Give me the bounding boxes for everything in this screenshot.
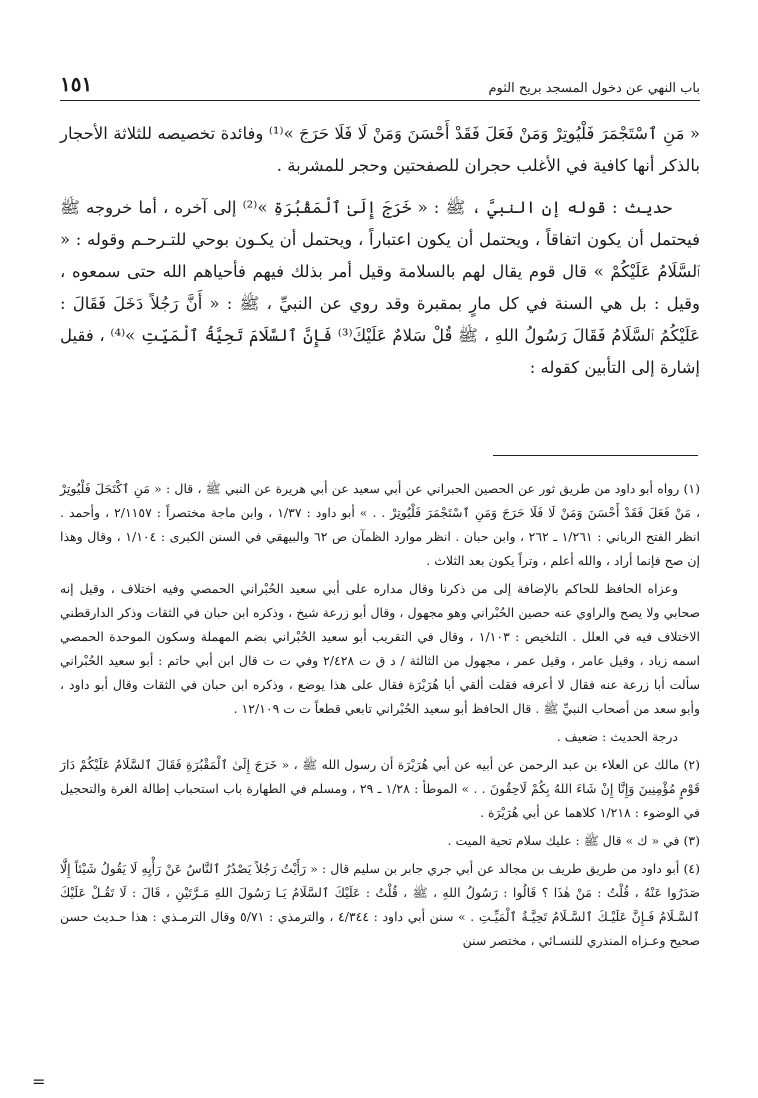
main-text [60,118,700,394]
page-header [60,70,700,96]
footnote-3: (٣) في « ك » قال ﷺ : عليك سلام تحية الميت . [447,833,700,848]
footnotes [60,477,700,957]
page-number: ١٥١ [60,72,93,96]
running-title: باب النهي عن دخول المسجد بريح الثوم [488,81,700,96]
hadith-grade: درجة الحديث : ضعيف . [556,729,678,744]
footnote-1: (١) رواه أبو داود من طريق ثور عن الحصين الحبراني عن أبي سعيد عن أبي هريرة عن النبي ﷺ ، قال : « مَنِ ٱكْتَحَلَ فَلْيُوتِرْ ، مَنْ فَعَلَ فَقَدْ أَحْسَنَ وَمَنْ لَا فَلَا حَرَجَ وَمَنِ ٱسْتَجْمَرَ فَلْيُوتِرْ . . » أبو داود : ١/٣٧ ، وابن ماجة مختصراً : ٢/١١٥٧ ، وأحمد . انظر الفتح الرباني : ١/٢٦١ ـ ٢٦٢ ، وابن حبان . انظر موارد الظمآن ص ٦٢ والبيهقي في السنن الكبرى : ١/١٠٤ ، وقال وهذا إن صح فإنما أراد ، والله أعلم ، وتراً يكون بعد الثلاث . [60,481,700,568]
footnote-2: (٢) مالك عن العلاء بن عبد الرحمن عن أبيه عن أبي هُرَيْرَة أن رسول الله ﷺ ، « خَرَجَ إِلَىٰ ٱلْمَقْبُرَةِ فَقَالَ ٱلسَّلَامُ عَلَيْكُمْ دَارَ قَوْمٍ مُؤْمِنِينَ وَإِنَّا إِنْ شَاءَ اللهُ بِكُمْ لَاحِقُونَ . . » الموطأ : ١/٢٨ ـ ٢٩ ، ومسلم في الطهارة باب استحباب إطالة الغرة والتحجيل في الوضوء : ١/٢١٨ كلاهما عن أبي هُرَيْرَة . [60,757,700,820]
footnote-1-continuation: وعزاه الحافظ للحاكم بالإضافة إلى من ذكرنا وقال مداره على أبي سعيد الحُبْراني الحمصي وفيه اختلاف ، وقيل إنه صحابي ولا يصح والراوي عنه حصين الحُبْراني وهو مجهول ، وقال أبو زرعة شيخ ، وذكره ابن حبان في الثقات وذكر الدارقطني الاختلاف فيه في العلل . التلخيص : ١/١٠٣ ، وقال في التقريب أبو سعيد الحُبْراني بضم المهملة وسكون الموحدة الحمصي اسمه زياد ، وقيل عامر ، وقيل عمر ، مجهول من الثالثة / د ق ت ٢/٤٢٨ وفي ت ت قال ابن أبي حاتم : أبو سعيد الحُبْراني سألت أبا زرعة عنه فقال لا أعرفه فقلت ألقي أبا هُرَيْرَة فقال على هذا يوضع ، وذكره ابن حبان في الثقات وقال أبو داود ، وأبو سعد من أصحاب النبيِّ ﷺ . قال الحافظ أبو سعيد الحُبْراني تابعي قطعاً ت ت ١٢/١٠٩ . [60,581,700,716]
continuation-mark: = [32,1072,46,1091]
main-paragraph: حديث : قوله إن النبيَّ ، ﷺ : « خَرَجَ إِلَىٰ ٱلْمَقْبُرَةِ »⁽²⁾ إلى آخره ، أما خروجه ﷺ فيحتمل أن يكون اتفاقاً ، ويحتمل أن يكون اعتباراً ، ويحتمل أن يكـون بوحي للتـرحـم وقوله : « ٱلسَّلَامُ عَلَيْكُمْ » قال قوم يقال لهم بالسلامة وقيل أمر بذلك فيهم فأحياهم الله حتى سمعوه ، وقيل : بل هي السنة في كل مارٍ بمقبرة وقد روي عن النبيِّ ، ﷺ : « أَنَّ رَجُلاً دَخَلَ فَقَالَ : عَلَيْكُمُ ٱلسَّلَامُ فَقَالَ رَسُولُ اللهِ ، ﷺ قُلْ سَلامٌ عَلَيْكَ⁽³⁾ فَإِنَّ ٱلسَّلَامَ تَحِيَّةُ ٱلْمَيِّتِ »⁽⁴⁾ ، فقيل إشارة إلى التأبين كقوله : [60,198,701,377]
main-paragraph: « مَنِ ٱسْتَجْمَرَ فَلْيُوتِرْ وَمَنْ فَعَلَ فَقَدْ أَحْسَنَ وَمَنْ لَا فَلَا حَرَجَ »⁽¹⁾ وفائدة تخصيصه للثلاثة الأحجار بالذكر أنها كافية في الأغلب حجران للصفحتين وحجر للمشربة . [60,124,700,175]
footnote-divider [493,455,698,456]
header-rule [60,100,700,101]
footnote-4: (٤) أبو داود من طريق طريف بن مجالد عن أبي جري جابر بن سليم قال : « رَأَيْتُ رَجُلاً يَصْدُرُ ٱلنَّاسُ عَنْ رَأْيِهِ لَا يَقُولُ شَيْئاً إِلَّا صَدَرُوا عَنْهُ ، قُلْتُ : مَنْ هٰذَا ؟ قَالُوا : رَسُولُ اللهِ ، ﷺ ، قُلْتُ : عَلَيْكَ ٱلسَّلَامُ يَـا رَسُولَ اللهِ مَـرَّتَيْنِ ، قَالَ : لَا تَقُـلْ عَلَيْكَ ٱلسَّـلَامُ فَـإِنَّ عَلَيْـكَ ٱلسَّـلَامُ تَحِيَّـةُ ٱلْمَيِّـتِ . » سنن أبي داود : ٤/٣٤٤ ، والترمذي : ٥/٧١ وقال الترمـذي : هذا حـديث حسن صحيح وعـزاه المنذري للنسـائي ، مختصر سنن [60,861,700,948]
